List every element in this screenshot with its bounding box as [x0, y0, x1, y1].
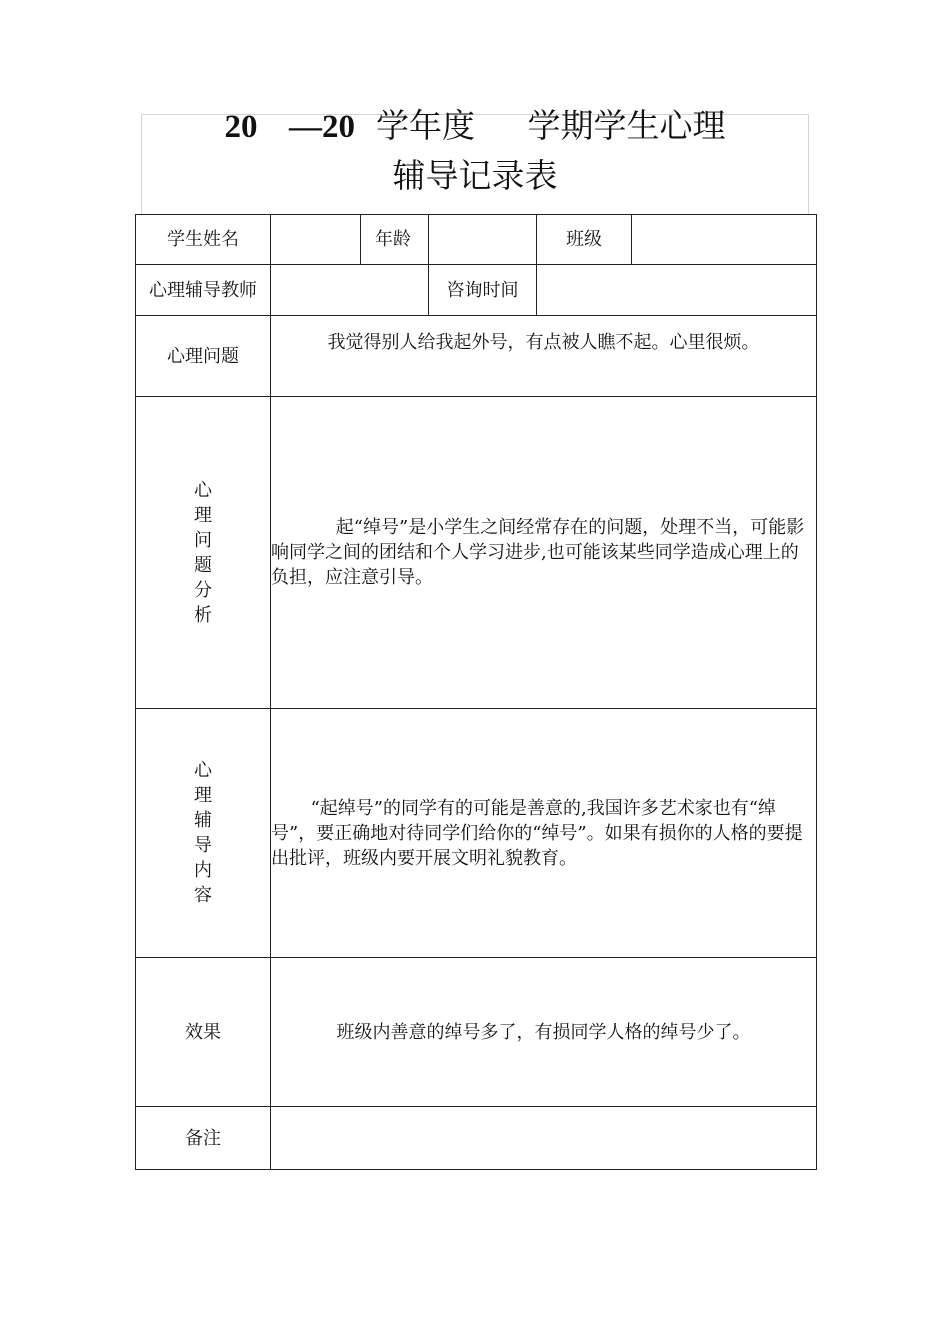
- age-field[interactable]: [429, 215, 537, 265]
- row-remarks: [136, 1107, 817, 1170]
- class-field[interactable]: [632, 215, 817, 265]
- counsel-label-char: 心: [194, 760, 212, 781]
- counsel-label: [136, 709, 271, 958]
- analysis-label-char: 题: [194, 554, 212, 576]
- form-title-line-2: 辅导记录表: [392, 156, 558, 195]
- problem-text: 我觉得别人给我起外号，有点被人瞧不起。心里很烦。: [271, 316, 817, 397]
- analysis-label-char: 理: [194, 504, 212, 526]
- row-analysis: [136, 397, 817, 709]
- row-counsel: [136, 709, 817, 958]
- counsel-label-char: 导: [194, 835, 212, 856]
- age-label: 年龄: [361, 215, 429, 265]
- row-student-info: [136, 215, 817, 265]
- year-to: —20: [289, 109, 356, 145]
- analysis-text: 起“绰号”是小学生之间经常存在的问题，处理不当，可能影响同学之间的团结和个人学习进步,也可能该某些同学造成心理上的负担，应注意引导。: [271, 397, 817, 709]
- row-effect: [136, 958, 817, 1107]
- effect-text: 班级内善意的绰号多了，有损同学人格的绰号少了。: [271, 958, 817, 1107]
- student-name-field[interactable]: [271, 215, 361, 265]
- remarks-label: 备注: [136, 1107, 271, 1170]
- semester-title: 学期学生心理: [527, 106, 726, 145]
- remarks-field[interactable]: [271, 1107, 817, 1170]
- counsel-label-char: 内: [194, 860, 212, 881]
- counsel-label-char: 辅: [194, 810, 212, 831]
- counsel-text: “起绰号”的同学有的可能是善意的,我国许多艺术家也有“绰号”，要正确地对待同学们给你的“绰号”。如果有损你的人格的要提出批评，班级内要开展文明礼貌教育。: [271, 709, 817, 958]
- consult-time-field[interactable]: [537, 265, 817, 316]
- row-problem: [136, 316, 817, 397]
- analysis-label-char: 析: [194, 604, 212, 626]
- class-label: 班级: [537, 215, 632, 265]
- counsel-label-char: 容: [194, 885, 212, 906]
- teacher-field[interactable]: [271, 265, 429, 316]
- school-year-label: 学年度: [376, 106, 475, 145]
- counseling-record-table: [135, 214, 817, 1170]
- teacher-label: 心理辅导教师: [136, 265, 271, 316]
- analysis-label: [136, 397, 271, 709]
- analysis-label-char: 心: [194, 479, 212, 501]
- year-from: 20: [224, 109, 258, 145]
- counsel-label-char: 理: [194, 785, 212, 806]
- consult-time-label: 咨询时间: [429, 265, 537, 316]
- student-name-label: 学生姓名: [136, 215, 271, 265]
- effect-label: 效果: [136, 958, 271, 1107]
- problem-label: 心理问题: [136, 316, 271, 397]
- analysis-label-char: 分: [194, 579, 212, 601]
- analysis-label-char: 问: [194, 529, 212, 551]
- form-title-line-1: [0, 106, 950, 147]
- row-teacher-info: [136, 265, 817, 316]
